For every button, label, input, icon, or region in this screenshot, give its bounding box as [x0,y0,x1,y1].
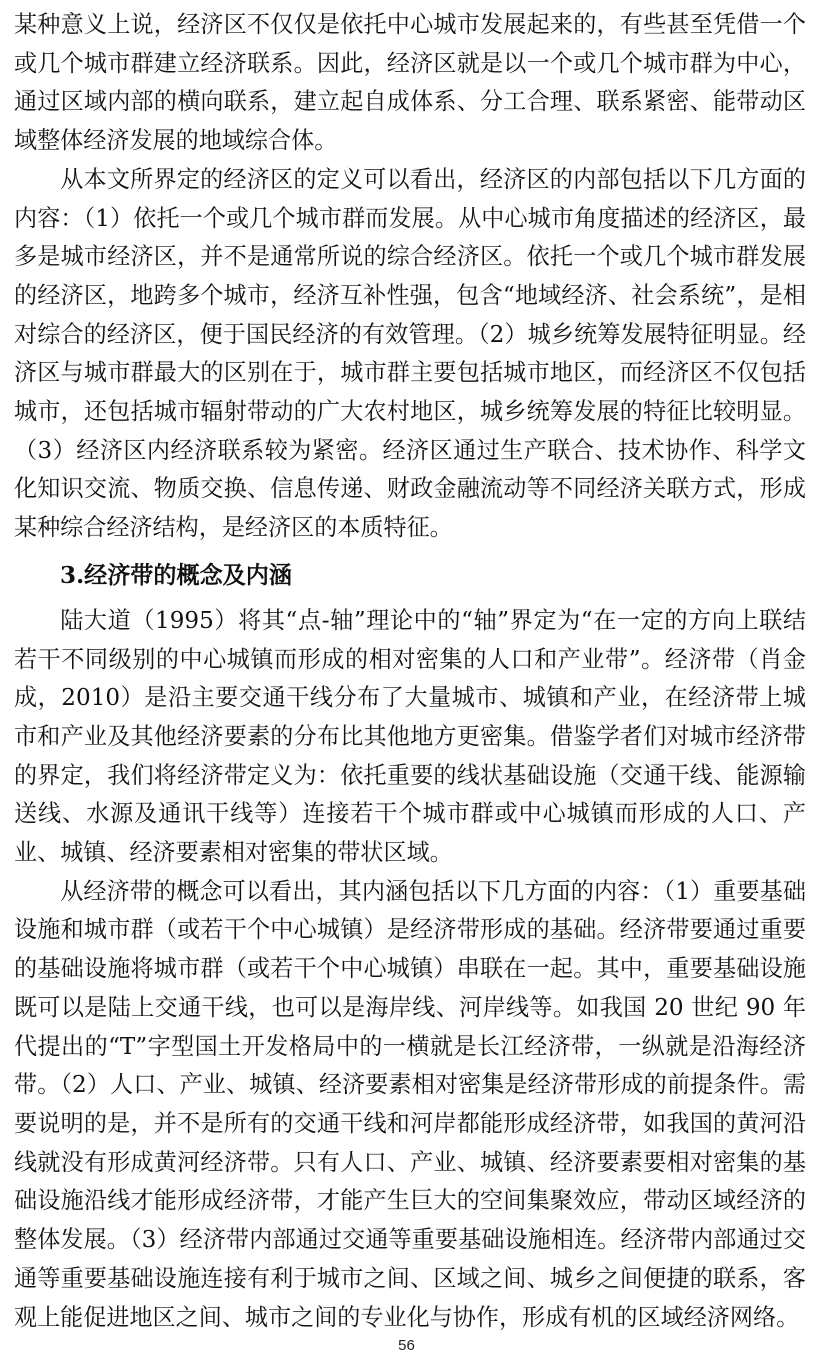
paragraph-economic-belt-connotation: 从经济带的概念可以看出，其内涵包括以下几方面的内容：（1）重要基础设施和城市群（或若干个中心城镇）是经济带形成的基础。经济带要通过重要的基础设施将城市群（或若干个中心城镇）串联在一起。其中，重要基础设施既可以是陆上交通干线，也可以是海岸线、河岸线等。如我国 20 世纪 90 年代提出的“T”字型国土开发格局中的一横就是长江经济带，一纵就是沿海经济带。（2）人口、产业、城镇、经济要素相对密集是经济带形成的前提条件。需要说明的是，并不是所有的交通干线和河岸都能形成经济带，如我国的黄河沿线就没有形成黄河经济带。只有人口、产业、城镇、经济要素要相对密集的基础设施沿线才能形成经济带，才能产生巨大的空间集聚效应，带动区域经济的整体发展。（3）经济带内部通过交通等重要基础设施相连。经济带内部通过交通等重要基础设施连接有利于城市之间、区域之间、城乡之间便捷的联系，客观上能促进地区之间、城市之间的专业化与协作，形成有机的区域经济网络。 [14,878,806,1331]
paragraph-economic-zone-content: 从本文所界定的经济区的定义可以看出，经济区的内部包括以下几方面的内容：（1）依托一个或几个城市群而发展。从中心城市角度描述的经济区，最多是城市经济区，并不是通常所说的综合经济区。依托一个或几个城市群发展的经济区，地跨多个城市，经济互补性强，包含“地域经济、社会系统”，是相对综合的经济区，便于国民经济的有效管理。（2）城乡统筹发展特征明显。经济区与城市群最大的区别在于，城市群主要包括城市地区，而经济区不仅包括城市，还包括城市辐射带动的广大农村地区，城乡统筹发展的特征比较明显。（3）经济区内经济联系较为紧密。经济区通过生产联合、技术协作、科学文化知识交流、物质交换、信息传递、财政金融流动等不同经济关联方式，形成某种综合经济结构，是经济区的本质特征。 [14,166,806,542]
document-page [14,6,806,1337]
page-number: 56 [398,1337,415,1354]
paragraph-economic-zone-definition: 某种意义上说，经济区不仅仅是依托中心城市发展起来的，有些甚至凭借一个或几个城市群建立经济联系。因此，经济区就是以一个或几个城市群为中心，通过区域内部的横向联系，建立起自成体系、分工合理、联系紧密、能带动区域整体经济发展的地域综合体。 [14,12,806,155]
section-heading: 3.经济带的概念及内涵 [60,561,292,589]
paragraph-economic-belt-definition: 陆大道（1995）将其“点-轴”理论中的“轴”界定为“在一定的方向上联结若干不同级别的中心城镇而形成的相对密集的人口和产业带”。经济带（肖金成，2010）是沿主要交通干线分布了大量城市、城镇和产业，在经济带上城市和产业及其他经济要素的分布比其他地方更密集。借鉴学者们对城市经济带的界定，我们将经济带定义为：依托重要的线状基础设施（交通干线、能源输送线、水源及通讯干线等）连接若干个城市群或中心城镇而形成的人口、产业、城镇、经济要素相对密集的带状区域。 [14,607,806,867]
